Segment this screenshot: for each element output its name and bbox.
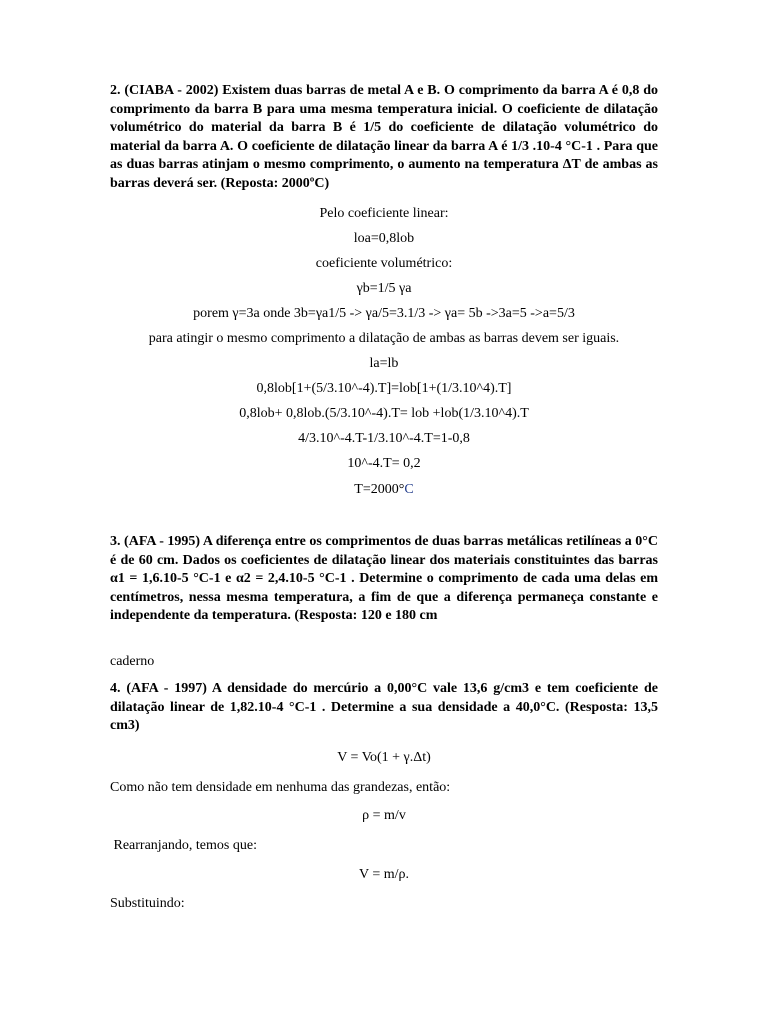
q4-formula-rearranged: V = m/ρ.: [358, 867, 410, 882]
q2-solution-line-1: Pelo coeficiente linear:: [319, 206, 449, 221]
question-4-statement: 4. (AFA - 1997) A densidade do mercúrio a 0,00°C vale 13,6 g/cm3 e tem coeficiente de dilatação linear de 1,82.10-4 °C-1 . Determine a sua densidade a 40,0°C. (Resposta: 13,5 cm3): [110, 681, 658, 734]
question-2-statement: 2. (CIABA - 2002) Existem duas barras de metal A e B. O comprimento da barra A é 0,8 do comprimento da barra B para uma mesma temperatura inicial. O coeficiente de dilatação volumétrico do material da barra B é 1/5 do coeficiente de dilatação volumétrico do material da barra A. O coeficiente de dilatação linear da barra A é 1/3 .10-4 °C-1 . Para que as duas barras atinjam o mesmo comprimento, o aumento na temperatura ΔT de ambas as barras deverá ser. (Reposta: 2000ºC): [110, 83, 658, 191]
q2-solution-line-6: para atingir o mesmo comprimento a dilatação de ambas as barras devem ser iguais.: [148, 331, 620, 346]
document-page: [110, 0, 658, 1024]
q2-solution-line-5: porem γ=3a onde 3b=γa1/5 -> γa/5=3.1/3 -> γa= 5b ->3a=5 ->a=5/3: [193, 306, 575, 321]
q4-formula-volume: V = Vo(1 + γ.Δt): [337, 750, 431, 765]
q2-solution-line-9: 0,8lob+ 0,8lob.(5/3.10^-4).T= lob +lob(1/3.10^4).T: [239, 406, 529, 421]
q2-solution-line-4: γb=1/5 γa: [356, 281, 412, 296]
q2-solution-line-10: 4/3.10^-4.T-1/3.10^-4.T=1-0,8: [298, 431, 470, 446]
q2-result-value: T=2000°: [354, 482, 405, 497]
q2-solution-line-3: coeficiente volumétrico:: [315, 256, 453, 271]
q2-result: [110, 481, 658, 499]
q4-text-2: Rearranjando, temos que:: [110, 838, 257, 853]
q2-solution-line-7: la=lb: [369, 356, 399, 371]
q3-note: caderno: [110, 654, 155, 669]
q4-formula-density: ρ = m/v: [362, 808, 406, 823]
question-3-statement: 3. (AFA - 1995) A diferença entre os comprimentos de duas barras metálicas retilíneas a 0°C é de 60 cm. Dados os coeficientes de dilatação linear dos materiais constituintes das barras α1 = 1,6.10-5 °C-1 e α2 = 2,4.10-5 °C-1 . Determine o comprimento de cada uma delas em centímetros, nessa mesma temperatura, a fim de que a diferença permaneça constante e independente da temperatura. (Resposta: 120 e 180 cm: [110, 534, 658, 624]
q2-solution-line-8: 0,8lob[1+(5/3.10^-4).T]=lob[1+(1/3.10^4).T]: [256, 381, 512, 396]
q4-text-1: Como não tem densidade em nenhuma das grandezas, então:: [110, 780, 451, 795]
q4-text-3: Substituindo:: [110, 896, 185, 911]
q2-solution-line-11: 10^-4.T= 0,2: [347, 456, 421, 471]
q2-solution-line-2: loa=0,8lob: [353, 231, 415, 246]
q2-result-unit: C: [404, 482, 414, 497]
